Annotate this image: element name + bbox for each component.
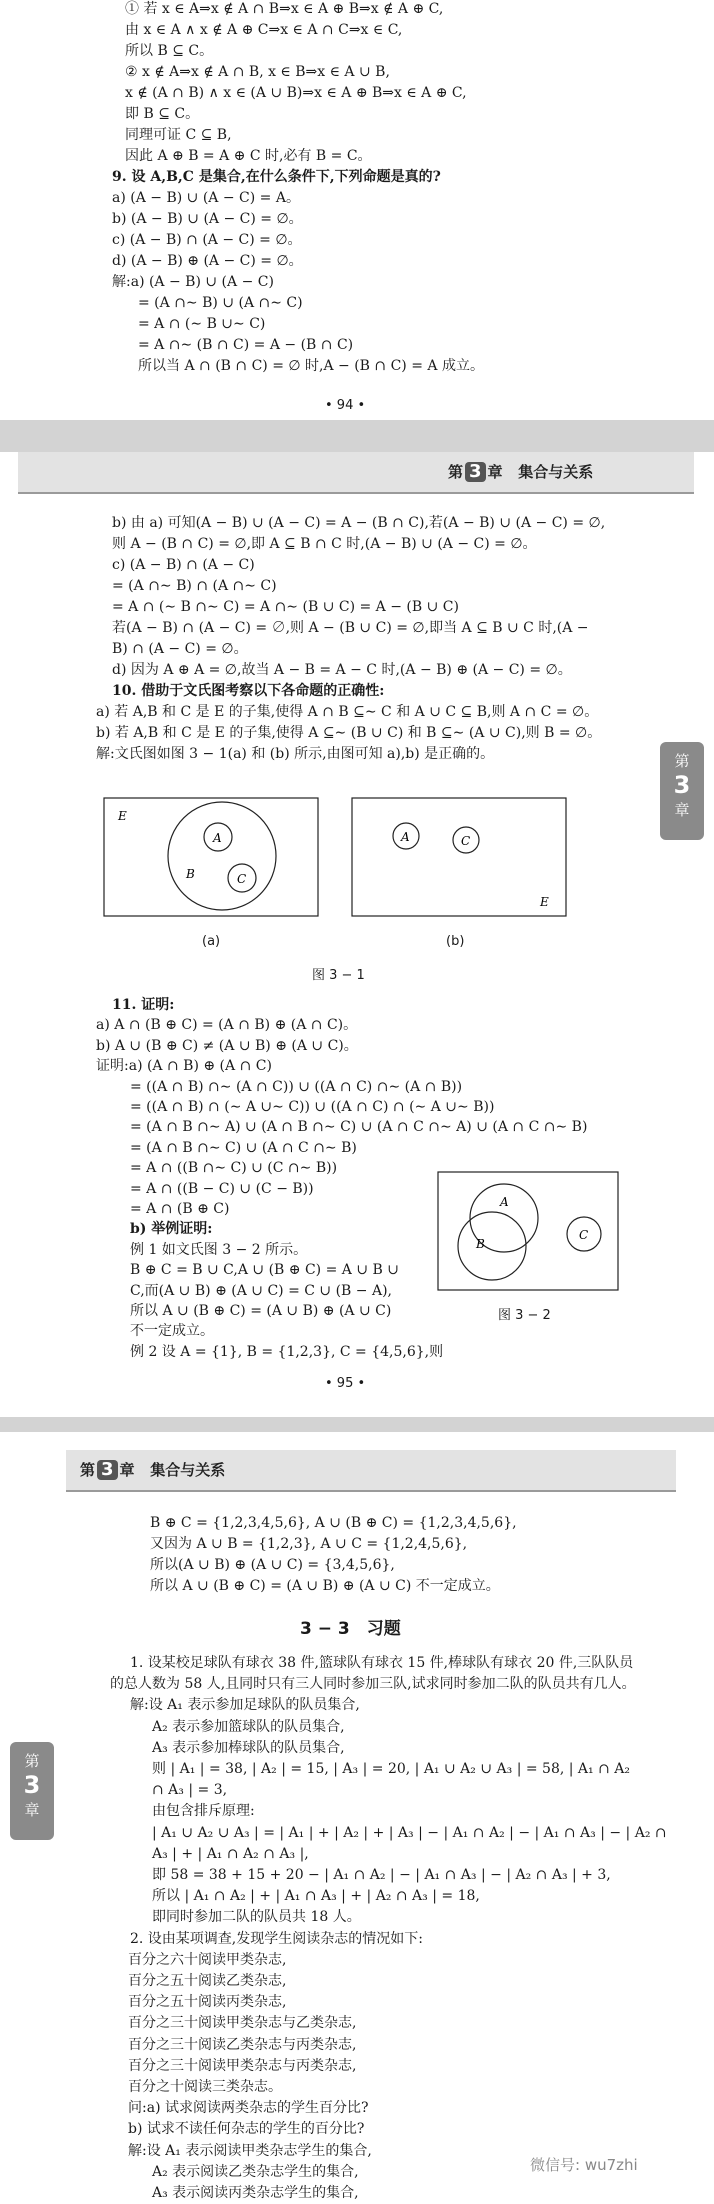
- text-line: 由包含排斥原理:: [152, 1803, 255, 1820]
- text-line: = A ∩ (∼ B ∩∼ C) = A ∩∼ (B ∪ C) = A − (B ∪ C): [112, 599, 459, 615]
- text-line: B) ∩ (A − C) = ∅。: [112, 641, 248, 657]
- text-line: 解:文氏图如图 3 − 1(a) 和 (b) 所示,由图可知 a),b) 是正确的。: [96, 746, 495, 762]
- text-line: 9. 设 A,B,C 是集合,在什么条件下,下列命题是真的?: [112, 169, 441, 185]
- text-line: 又因为 A ∪ B = {1,2,3}, A ∪ C = {1,2,4,5,6},: [150, 1536, 468, 1552]
- text-line: c) (A − B) ∩ (A − C) = ∅。: [112, 232, 302, 248]
- text-line: b) 由 a) 可知(A − B) ∪ (A − C) = A − (B ∩ C),若(A − B) ∪ (A − C) = ∅,: [112, 515, 606, 531]
- text-line: 因此 A ⊕ B = A ⊕ C 时,必有 B = C。: [125, 148, 372, 164]
- chapter-tab-number: 3: [23, 1771, 41, 1799]
- chapter-suffix: 章: [487, 463, 503, 481]
- text-line: 解:a) (A − B) ∪ (A − C): [112, 274, 274, 290]
- venn-label-c-a: C: [237, 872, 247, 886]
- chapter-tab-bottom: 章: [24, 1801, 40, 1819]
- text-line: 同理可证 C ⊆ B,: [125, 127, 232, 143]
- text-line: 所以 A ∪ (B ⊕ C) = (A ∪ B) ⊕ (A ∪ C): [130, 1303, 392, 1319]
- text-line: A₂ 表示阅读乙类杂志学生的集合,: [152, 2163, 359, 2180]
- venn-label-b-2: B: [476, 1237, 485, 1251]
- text-line: b) 试求不读任何杂志的学生的百分比?: [128, 2121, 365, 2138]
- text-line: = (A ∩∼ B) ∩ (A ∩∼ C): [112, 578, 277, 594]
- text-line: 1. 设某校足球队有球衣 38 件,篮球队有球衣 15 件,棒球队有球衣 20 件,三队队员: [130, 1655, 634, 1671]
- text-line: = A ∩ ((B ∩∼ C) ∪ (C ∩∼ B)): [130, 1160, 338, 1177]
- chapter-header: [18, 452, 694, 494]
- text-line: 百分之五十阅读乙类杂志,: [128, 1973, 287, 1989]
- venn-label-e-b: E: [540, 895, 549, 909]
- text-line: A₃ 表示参加棒球队的队员集合,: [152, 1739, 345, 1756]
- text-line: 解:设 A₁ 表示参加足球队的队员集合,: [130, 1697, 360, 1714]
- chapter-suffix: 章: [119, 1461, 135, 1479]
- text-line: 例 2 设 A = {1}, B = {1,2,3}, C = {4,5,6},则: [130, 1343, 444, 1360]
- book-page-95: [0, 452, 714, 1417]
- venn-label-a-2: A: [500, 1195, 509, 1209]
- page-number: • 95 •: [325, 1376, 366, 1391]
- text-line: b) A ∪ (B ⊕ C) ≠ (A ∪ B) ⊕ (A ∪ C)。: [96, 1037, 358, 1054]
- page-gap: [0, 420, 714, 452]
- text-line: = (A ∩ B ∩∼ A) ∪ (A ∩ B ∩∼ C) ∪ (A ∩ C ∩∼ A) ∪ (A ∩ C ∩∼ B): [130, 1119, 588, 1136]
- chapter-header: [66, 1450, 676, 1492]
- wechat-watermark: 微信号: wu7zhi: [530, 2156, 638, 2174]
- chapter-tab: [10, 1742, 54, 1840]
- figure-3-1-a-label: (a): [202, 934, 221, 949]
- chapter-title: 集合与关系: [150, 1461, 226, 1479]
- text-line: ∩ A₃ | = 3,: [152, 1782, 228, 1799]
- text-line: b) 举例证明:: [130, 1221, 213, 1238]
- text-line: = (A ∩∼ B) ∪ (A ∩∼ C): [138, 295, 303, 311]
- text-line: 百分之六十阅读甲类杂志,: [128, 1951, 287, 1968]
- figure-3-1-caption: 图 3 − 1: [312, 968, 365, 983]
- text-line: b) 若 A,B 和 C 是 E 的子集,使得 A ⊆∼ (B ∪ C) 和 B ⊆∼ (A ∪ C),则 B = ∅。: [96, 725, 602, 741]
- text-line: 所以 B ⊆ C。: [125, 43, 214, 59]
- text-line: 问:a) 试求阅读两类杂志的学生百分比?: [128, 2100, 369, 2117]
- chapter-title: 集合与关系: [518, 463, 594, 481]
- text-line: d) 因为 A ⊕ A = ∅,故当 A − B = A − C 时,(A − B) ⊕ (A − C) = ∅。: [112, 662, 572, 678]
- text-line: = ((A ∩ B) ∩∼ (A ∩ C)) ∪ ((A ∩ C) ∩∼ (A ∩ B)): [130, 1078, 463, 1095]
- text-line: 10. 借助于文氏图考察以下各命题的正确性:: [112, 683, 385, 699]
- venn-label-a-a: A: [213, 831, 222, 845]
- text-line: 则 | A₁ | = 38, | A₂ | = 15, | A₃ | = 20, | A₁ ∪ A₂ ∪ A₃ | = 58, | A₁ ∩ A₂: [152, 1761, 631, 1777]
- text-line: A₃ | + | A₁ ∩ A₂ ∩ A₃ |,: [152, 1845, 309, 1862]
- chapter-header-text: [80, 1459, 225, 1480]
- text-line: a) 若 A,B 和 C 是 E 的子集,使得 A ∩ B ⊆∼ C 和 A ∪ C ⊆ B,则 A ∩ C = ∅。: [96, 704, 599, 720]
- text-line: a) A ∩ (B ⊕ C) = (A ∩ B) ⊕ (A ∩ C)。: [96, 1017, 358, 1034]
- text-line: = A ∩ (∼ B ∪∼ C): [138, 316, 266, 332]
- chapter-number: 3: [465, 462, 486, 482]
- text-line: C,而(A ∪ B) ⊕ (A ∪ C) = C ∪ (B − A),: [130, 1282, 393, 1299]
- text-line: d) (A − B) ⊕ (A − C) = ∅。: [112, 253, 303, 269]
- venn-label-c-b: C: [461, 834, 471, 848]
- text-line: b) (A − B) ∪ (A − C) = ∅。: [112, 211, 303, 227]
- venn-label-a-b: A: [401, 830, 410, 844]
- text-line: x ∉ (A ∩ B) ∧ x ∈ (A ∪ B)⇒x ∈ A ⊕ B⇒x ∈ A ⊕ C,: [125, 85, 467, 101]
- text-line: 所以 A ∪ (B ⊕ C) = (A ∪ B) ⊕ (A ∪ C) 不一定成立。: [150, 1578, 500, 1594]
- book-page-94: [0, 0, 714, 420]
- chapter-tab: [660, 742, 704, 840]
- venn-label-e-a: E: [118, 809, 127, 823]
- page-number: • 94 •: [325, 398, 366, 413]
- text-line: c) (A − B) ∩ (A − C): [112, 557, 255, 573]
- venn-figure-3-1: [102, 796, 622, 926]
- text-line: 的总人数为 58 人,且同时只有三人同时参加三队,试求同时参加二队的队员共有几人。: [110, 1676, 636, 1693]
- section-title: 3 − 3 习题: [300, 1619, 401, 1639]
- text-line: ① 若 x ∈ A⇒x ∉ A ∩ B⇒x ∈ A ⊕ B⇒x ∉ A ⊕ C,: [125, 1, 444, 17]
- text-line: 百分之三十阅读甲类杂志与乙类杂志,: [128, 2015, 357, 2032]
- chapter-prefix: 第: [80, 1461, 96, 1479]
- text-line: = A ∩∼ (B ∩ C) = A − (B ∩ C): [138, 337, 354, 353]
- text-line: B ⊕ C = B ∪ C,A ∪ (B ⊕ C) = A ∪ B ∪: [130, 1262, 399, 1279]
- venn-circle-b-a: [168, 802, 276, 910]
- text-line: 则 A − (B ∩ C) = ∅,即 A ⊆ B ∩ C 时,(A − B) ∪ (A − C) = ∅。: [112, 536, 537, 552]
- text-line: 百分之十阅读三类杂志。: [128, 2079, 282, 2095]
- text-line: 若(A − B) ∩ (A − C) = ∅,则 A − (B ∪ C) = ∅,即当 A ⊆ B ∪ C 时,(A −: [112, 620, 589, 636]
- page-gap: [0, 1417, 714, 1432]
- text-line: 百分之五十阅读丙类杂志,: [128, 1994, 287, 2011]
- text-line: A₃ 表示阅读丙类杂志学生的集合,: [152, 2185, 359, 2201]
- chapter-tab-bottom: 章: [674, 801, 690, 819]
- text-line: 不一定成立。: [130, 1323, 214, 1340]
- chapter-header-text: [448, 461, 593, 482]
- text-line: 解:设 A₁ 表示阅读甲类杂志学生的集合,: [128, 2142, 372, 2159]
- text-line: 所以当 A ∩ (B ∩ C) = ∅ 时,A − (B ∩ C) = A 成立。: [138, 358, 484, 374]
- chapter-prefix: 第: [448, 463, 464, 481]
- text-line: = A ∩ ((B − C) ∪ (C − B)): [130, 1180, 314, 1197]
- venn-label-c-2: C: [579, 1228, 589, 1242]
- figure-3-1-b-label: (b): [446, 934, 465, 949]
- text-line: ② x ∉ A⇒x ∉ A ∩ B, x ∈ B⇒x ∈ A ∪ B,: [125, 64, 390, 80]
- text-line: 即 B ⊆ C。: [125, 106, 200, 122]
- text-line: 2. 设由某项调查,发现学生阅读杂志的情况如下:: [130, 1930, 423, 1947]
- venn-universe-2: [438, 1172, 618, 1290]
- text-line: = (A ∩ B ∩∼ C) ∪ (A ∩ C ∩∼ B): [130, 1139, 357, 1156]
- text-line: 证明:a) (A ∩ B) ⊕ (A ∩ C): [96, 1058, 272, 1075]
- text-line: 11. 证明:: [112, 997, 175, 1013]
- chapter-tab-number: 3: [673, 771, 691, 799]
- chapter-tab-top: 第: [674, 752, 690, 770]
- text-line: 百分之三十阅读乙类杂志与丙类杂志,: [128, 2036, 357, 2053]
- text-line: 由 x ∈ A ∧ x ∉ A ⊕ C⇒x ∈ A ∩ C⇒x ∈ C,: [125, 22, 403, 38]
- text-line: = ((A ∩ B) ∩ (∼ A ∪∼ C)) ∪ ((A ∩ C) ∩ (∼ A ∪∼ B)): [130, 1099, 495, 1115]
- text-line: | A₁ ∪ A₂ ∪ A₃ | = | A₁ | + | A₂ | + | A₃ | − | A₁ ∩ A₂ | − | A₁ ∩ A₃ | − | A₂ ∩: [152, 1824, 667, 1841]
- text-line: 百分之三十阅读甲类杂志与丙类杂志,: [128, 2057, 357, 2074]
- chapter-tab-top: 第: [24, 1752, 40, 1770]
- text-line: = A ∩ (B ⊕ C): [130, 1201, 230, 1217]
- venn-universe-b: [352, 798, 566, 916]
- text-line: 即 58 = 38 + 15 + 20 − | A₁ ∩ A₂ | − | A₁ ∩ A₃ | − | A₂ ∩ A₃ | + 3,: [152, 1867, 611, 1883]
- text-line: B ⊕ C = {1,2,3,4,5,6}, A ∪ (B ⊕ C) = {1,2,3,4,5,6},: [150, 1515, 517, 1531]
- chapter-number: 3: [97, 1460, 118, 1480]
- figure-3-2-caption: 图 3 − 2: [498, 1308, 551, 1323]
- venn-circle-b-2: [458, 1212, 526, 1280]
- venn-universe-a: [104, 798, 318, 916]
- text-line: 所以 | A₁ ∩ A₂ | + | A₁ ∩ A₃ | + | A₂ ∩ A₃ | = 18,: [152, 1888, 480, 1905]
- text-line: a) (A − B) ∪ (A − C) = A。: [112, 190, 300, 206]
- text-line: 所以(A ∪ B) ⊕ (A ∪ C) = {3,4,5,6},: [150, 1557, 395, 1573]
- text-line: 即同时参加二队的队员共 18 人。: [152, 1909, 361, 1926]
- text-line: A₂ 表示参加篮球队的队员集合,: [152, 1718, 345, 1735]
- book-page-96: [0, 1432, 714, 2204]
- venn-label-b-a: B: [186, 867, 195, 881]
- text-line: 例 1 如文氏图 3 − 2 所示。: [130, 1241, 308, 1258]
- venn-figure-3-2: [436, 1170, 622, 1294]
